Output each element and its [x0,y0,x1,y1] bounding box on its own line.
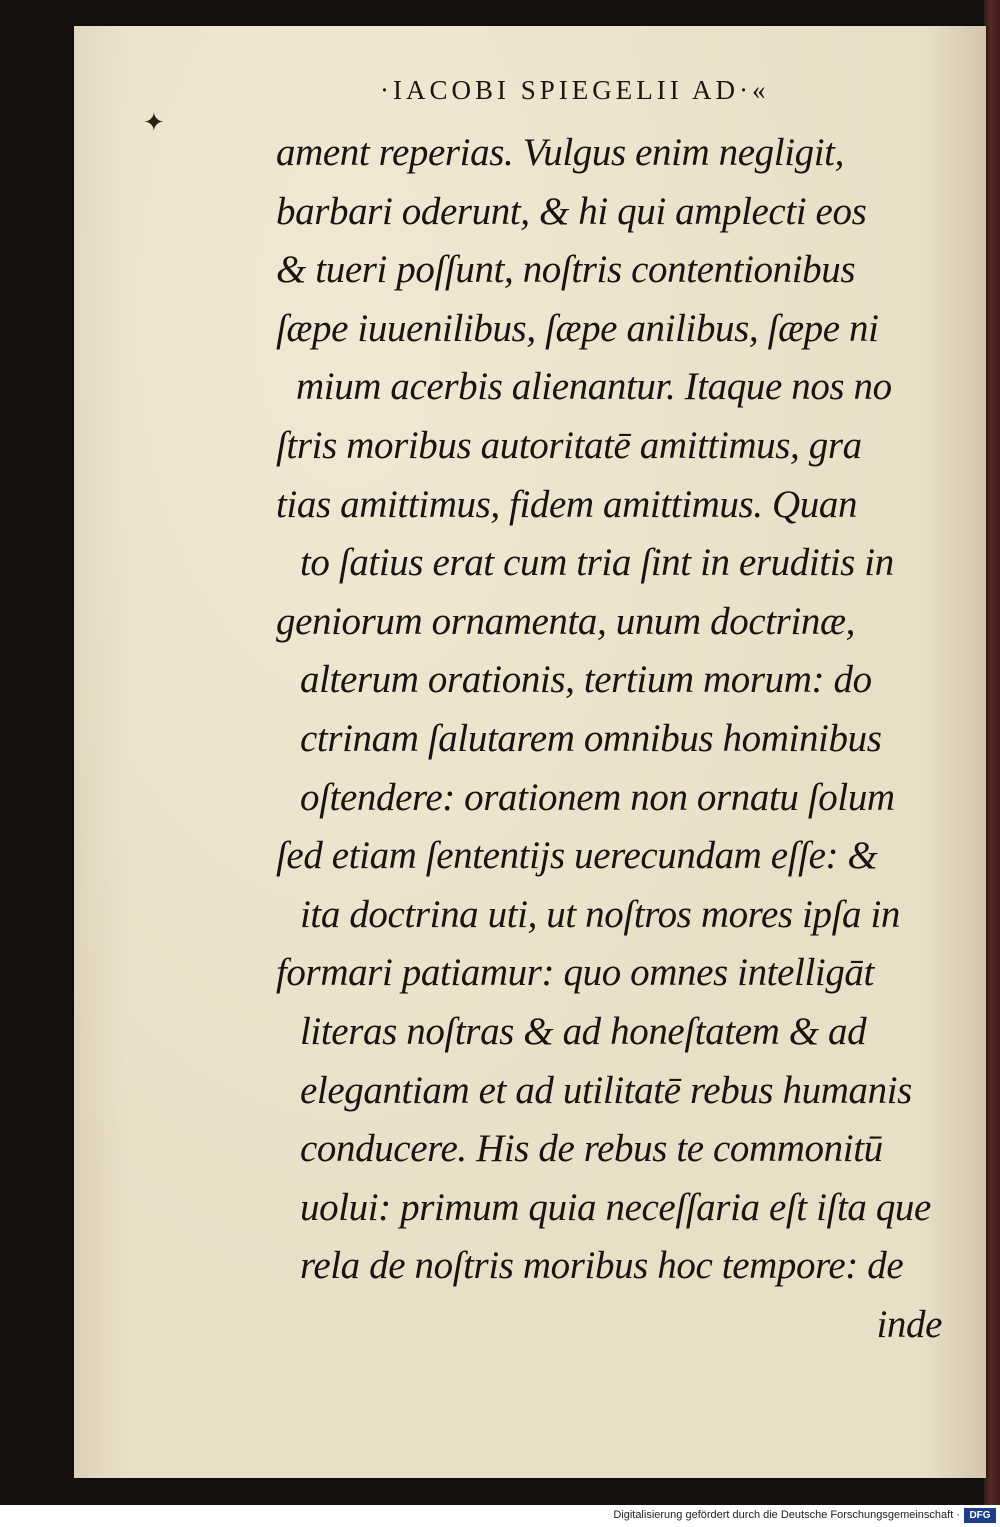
running-head: ·IACOBI SPIEGELII AD·« [380,75,770,105]
text-line-17: elegantiam et ad utilitatē rebus humanis [300,1068,912,1112]
ornament-icon: ✦ [143,108,165,137]
book-binding-edge [984,0,1000,1505]
text-line-6: ſtris moribus autoritatē amittimus, gra [276,423,862,467]
text-line-8: to ſatius erat cum tria ſint in eruditis in [300,541,894,585]
text-line-3: & tueri poſſunt, noſtris contentionibus [276,248,856,292]
funding-credit: Digitalisierung gefördert durch die Deutsche Forschungsgemeinschaft · [613,1509,960,1521]
footer-bar [0,1505,1000,1527]
text-line-15: formari patiamur: quo omnes intelligāt [276,951,874,995]
text-line-20: rela de noſtris moribus hoc tempore: de [300,1244,904,1288]
body-text [276,124,956,1354]
text-line-18: conducere. His de rebus te commonitū [300,1127,883,1171]
text-line-1: ament reperias. Vulgus enim negligit, [276,131,844,174]
dfg-logo-icon: DFG [964,1508,996,1523]
text-line-9: geniorum ornamenta, unum doctrinæ, [276,599,855,643]
text-line-13: ſed etiam ſententijs uerecundam eſſe: & [276,834,878,878]
text-line-10: alterum orationis, tertium morum: do [300,658,872,702]
text-line-16: literas noſtras & ad honeſtatem & ad [300,1009,867,1053]
text-line-2: barbari oderunt, & hi qui amplecti eos [276,189,867,233]
catchword: inde [876,1302,942,1346]
text-line-14: ita doctrina uti, ut noſtros mores ipſa in [300,892,901,936]
text-line-5: mium acerbis alienantur. Itaque nos no [296,365,892,409]
text-line-4: ſæpe iuuenilibus, ſæpe anilibus, ſæpe ni [276,306,879,350]
text-line-19: uolui: primum quia neceſſaria eſt iſta que [300,1185,931,1229]
text-line-12: oſtendere: orationem non ornatu ſolum [300,775,895,819]
text-line-7: tias amittimus, fidem amittimus. Quan [276,482,858,526]
text-line-11: ctrinam ſalutarem omnibus hominibus [300,716,882,760]
